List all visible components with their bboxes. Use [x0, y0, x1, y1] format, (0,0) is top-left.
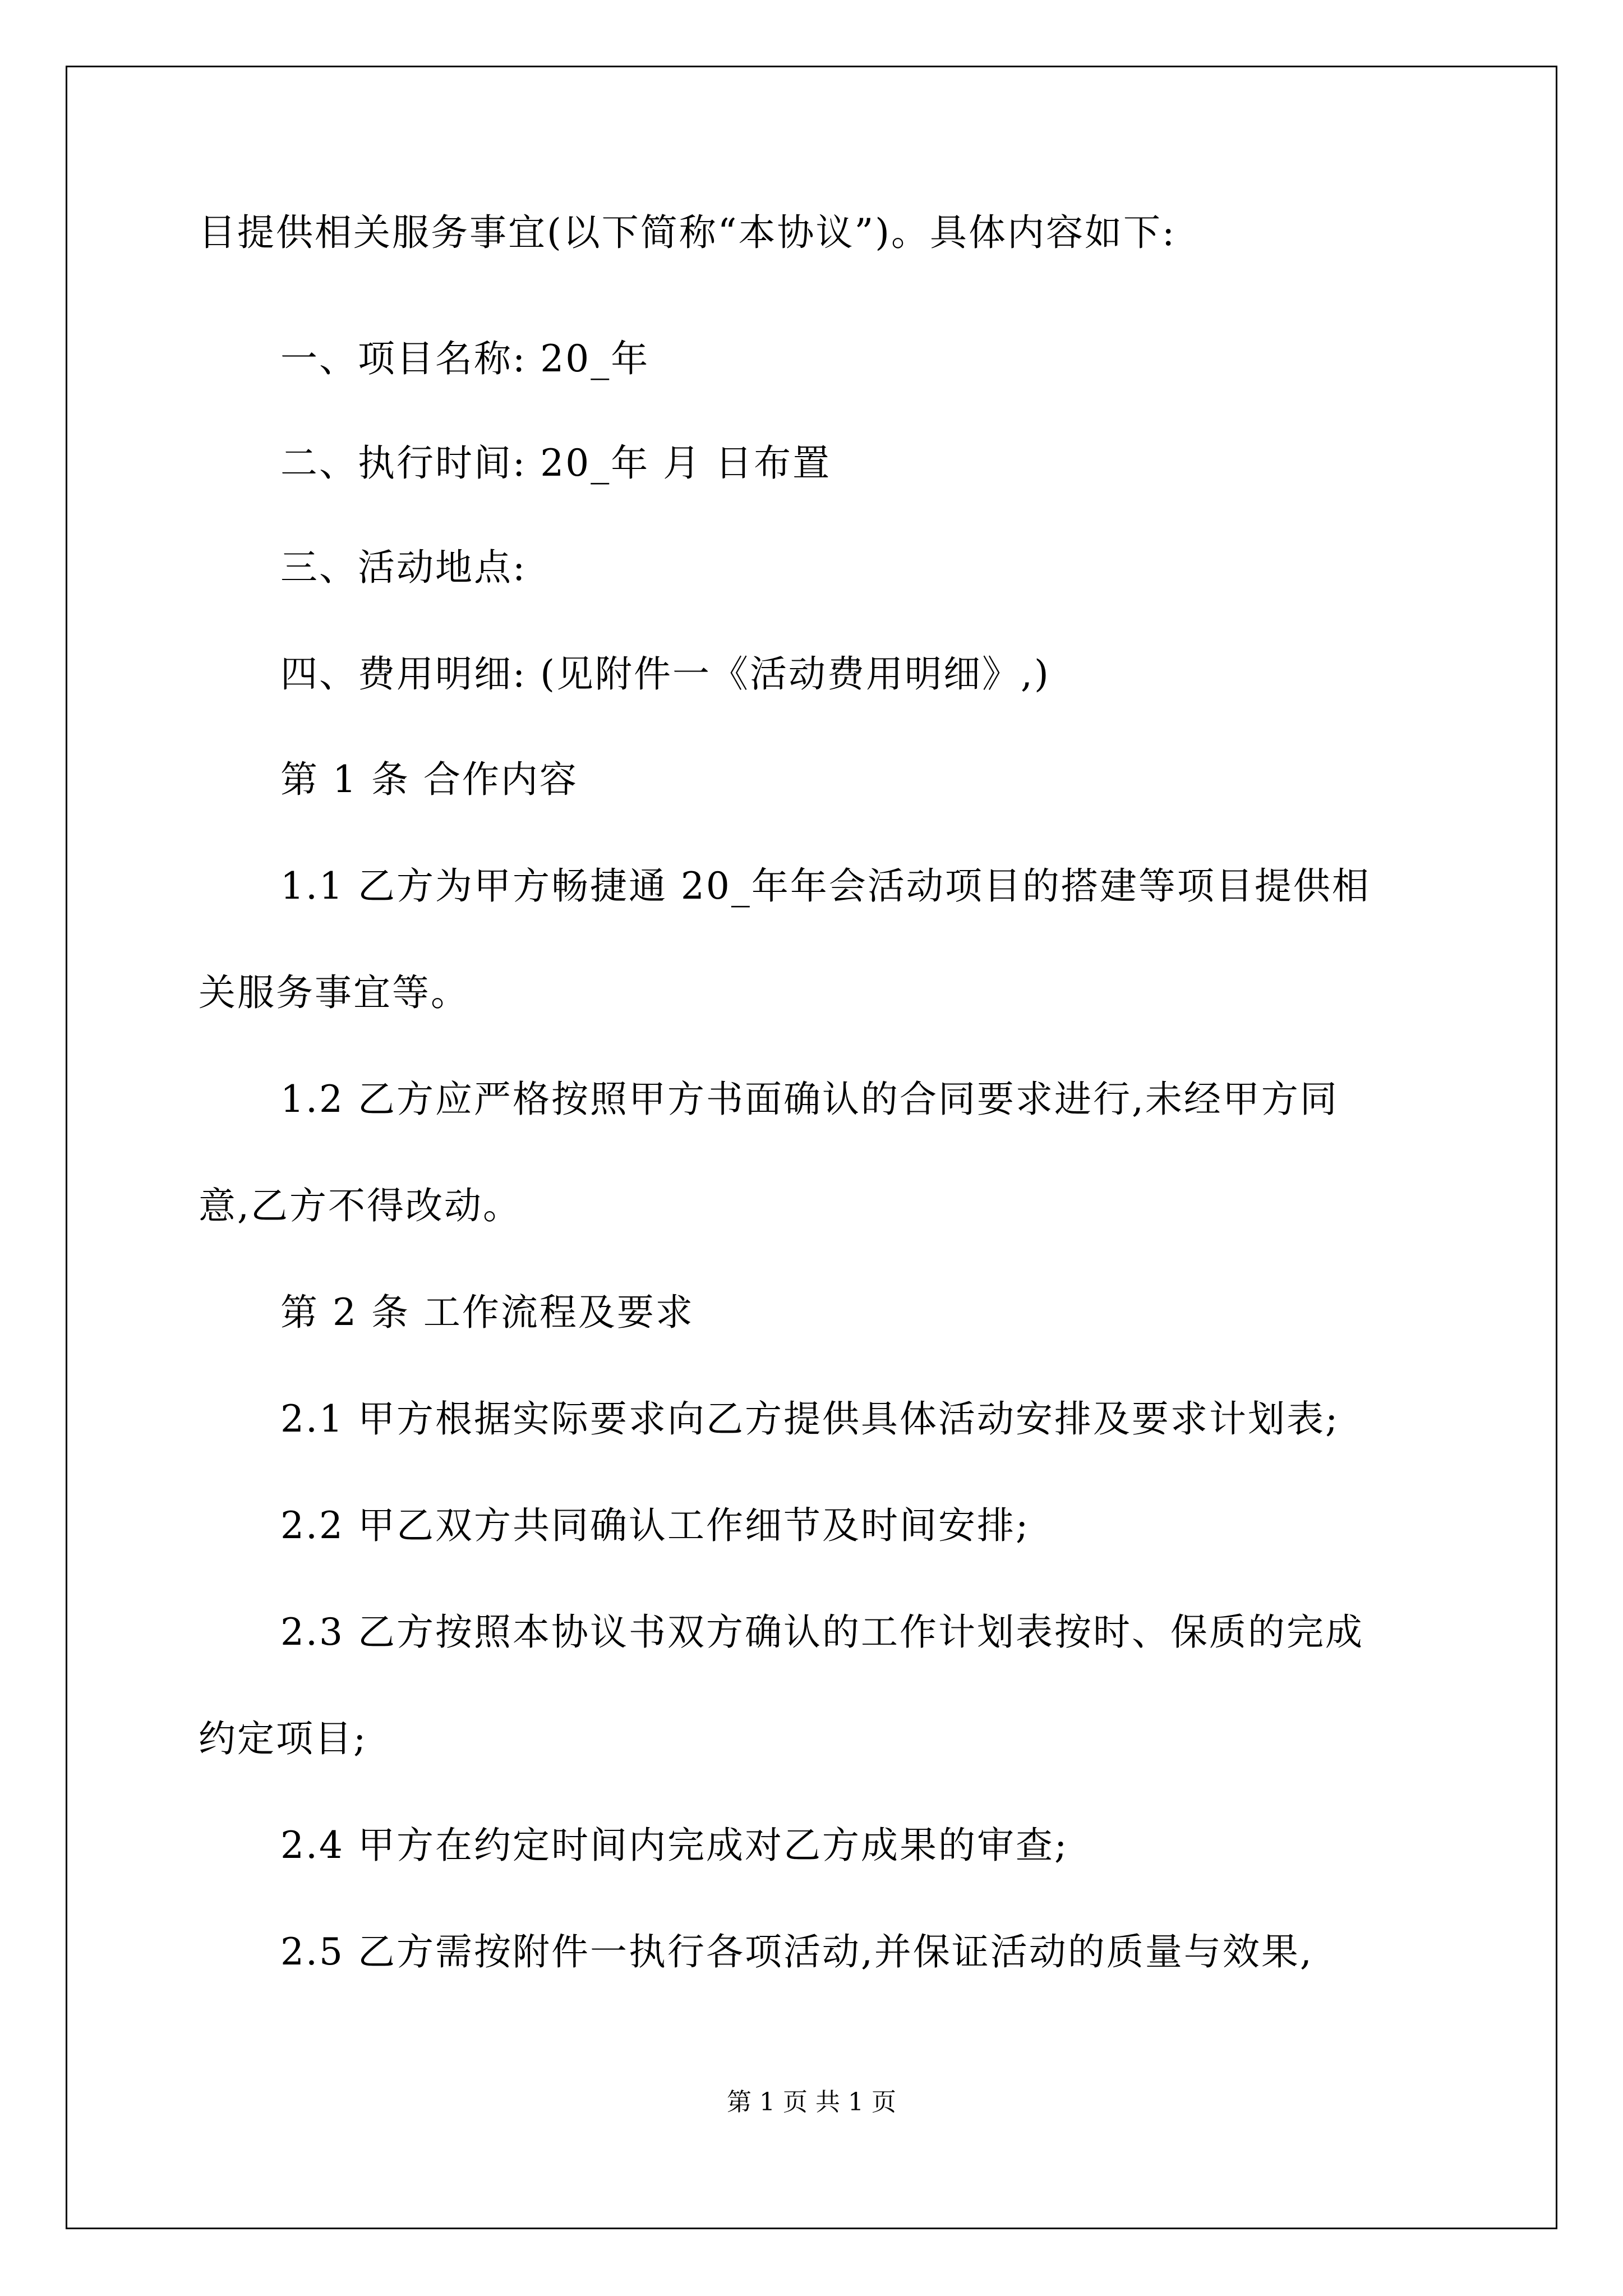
paragraph-line: 关服务事宜等。 [199, 971, 469, 1014]
paragraph-line: 目提供相关服务事宜(以下简称“本协议”)。具体内容如下: [199, 211, 1177, 254]
paragraph-line: 四、费用明细: (见附件一《活动费用明细》,) [280, 652, 1050, 696]
page-number-footer: 第 1 页 共 1 页 [727, 2088, 896, 2116]
paragraph-line: 三、活动地点: [280, 546, 527, 589]
paragraph-line: 2.5 乙方需按附件一执行各项活动,并保证活动的质量与效果, [280, 1930, 1313, 1973]
paragraph-line: 2.4 甲方在约定时间内完成对乙方成果的审查; [280, 1824, 1069, 1867]
paragraph-line: 2.1 甲方根据实际要求向乙方提供具体活动安排及要求计划表; [280, 1397, 1340, 1441]
page-border [66, 66, 1557, 2229]
paragraph-line: 二、执行时间: 20_年 月 日布置 [280, 441, 832, 485]
paragraph-line: 一、项目名称: 20_年 [280, 337, 650, 380]
paragraph-line: 1.1 乙方为甲方畅捷通 20_年年会活动项目的搭建等项目提供相 [280, 864, 1371, 908]
section-heading: 第 1 条 合作内容 [280, 758, 578, 801]
section-heading: 第 2 条 工作流程及要求 [280, 1291, 694, 1334]
paragraph-line: 约定项目; [199, 1717, 368, 1760]
paragraph-line: 2.2 甲乙双方共同确认工作细节及时间安排; [280, 1504, 1030, 1547]
paragraph-line: 1.2 乙方应严格按照甲方书面确认的合同要求进行,未经甲方同 [280, 1078, 1339, 1121]
paragraph-line: 2.3 乙方按照本协议书双方确认的工作计划表按时、保质的完成 [280, 1611, 1364, 1654]
paragraph-line: 意,乙方不得改动。 [199, 1184, 522, 1227]
